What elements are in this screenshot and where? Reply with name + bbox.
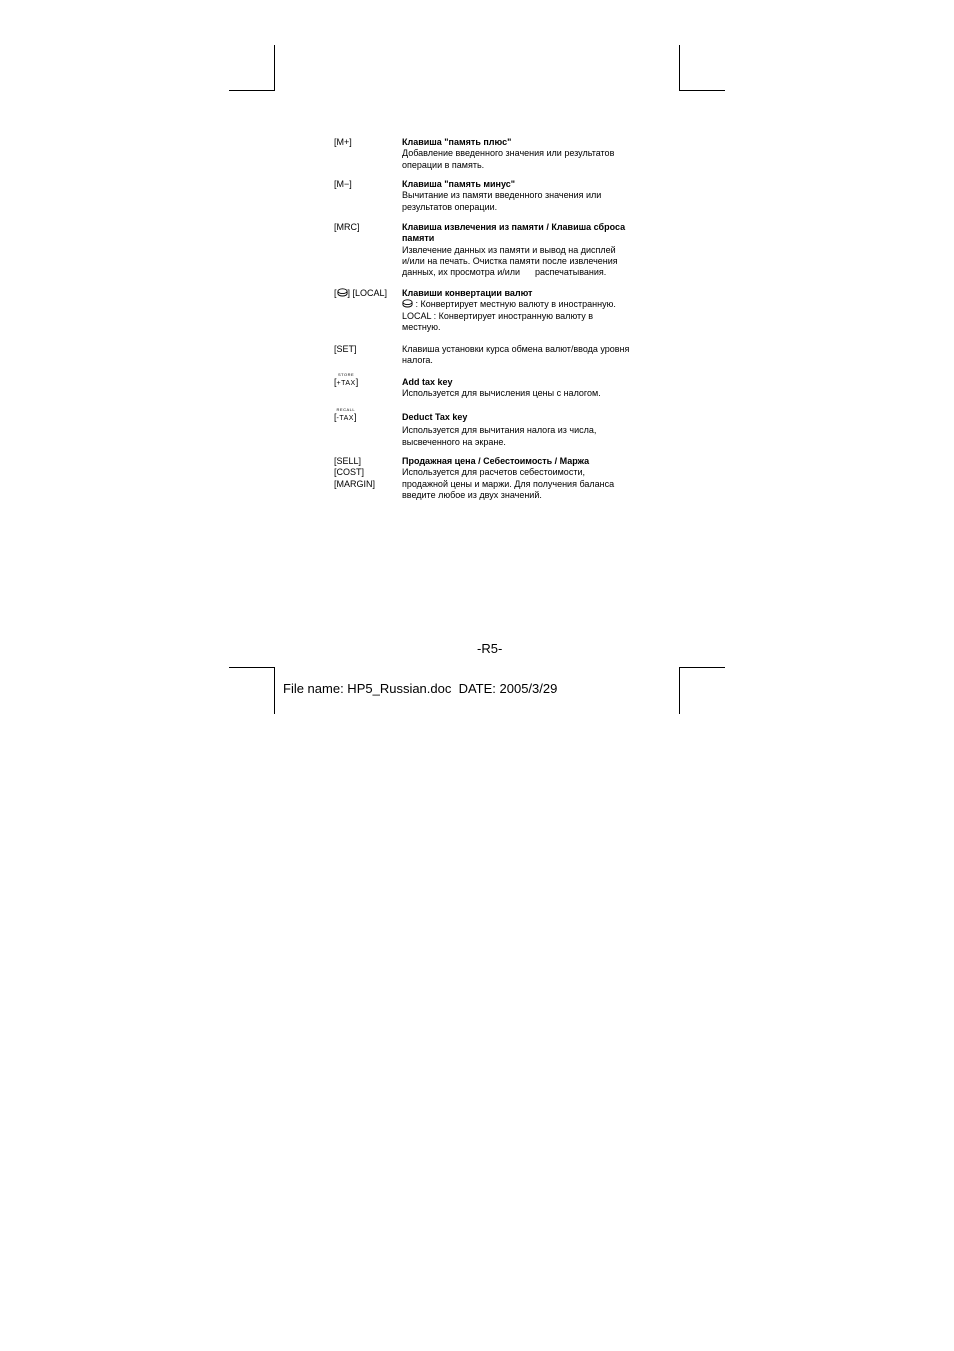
key-description [402,344,654,367]
description-text: : Конвертирует местную валюту в иностранную. [415,299,616,310]
key-name: [M−] [334,179,352,189]
key-name: [SELL] [334,456,362,466]
key-description [402,137,654,171]
key-name: [SET] [334,344,357,354]
key-name: [MRC] [334,222,360,232]
description-title: Клавиша "память плюс" [402,137,512,147]
key-description [402,456,654,501]
description-line: операции в память. [402,159,485,170]
coin-icon [337,288,348,297]
description-title: Клавиша извлечения из памяти / Клавиша сброса [402,222,626,232]
key-name: [ RECALL -TAX] [334,412,400,424]
key-main-label: -TAX [336,415,354,422]
description-line: продажной цены и маржи. Для получения баланса [402,478,615,489]
crop-mark-bottom-right-vertical [679,667,680,714]
description-line: и/или на печать. Очистка памяти после извлечения [402,255,618,266]
key-label [334,344,400,355]
stacked-key [336,372,356,389]
crop-mark-top-right-horizontal [679,90,725,91]
description-title: Продажная цена / Себестоимость / Маржа [402,456,590,466]
crop-mark-bottom-left-horizontal [229,667,275,668]
coin-icon [402,299,413,308]
key-name: [M+] [334,137,352,147]
crop-mark-bottom-left-vertical [274,667,275,714]
description-line: Извлечение данных из памяти и вывод на дисплей [402,244,616,255]
page-number: -R5- [477,641,503,656]
description-title: Add tax key [402,377,453,387]
key-label [334,456,400,490]
key-bracket: [ [334,288,337,298]
key-description [402,222,654,278]
crop-mark-top-left-horizontal [229,90,275,91]
description-line: высвеченного на экране. [402,436,506,447]
description-title: Deduct Tax key [402,412,468,422]
description-line: введите любое из двух значений. [402,489,542,500]
description-line: Вычитание из памяти введенного значения или [402,190,602,201]
description-line: Используется для вычисления цены с налогом. [402,388,601,399]
description-line: Используется для вычитания налога из числа, [402,425,597,436]
crop-mark-bottom-right-horizontal [679,667,725,668]
key-label [334,179,400,190]
description-line: данных, их просмотра и/или распечатывания. [402,267,607,278]
key-name-local: ] [LOCAL] [347,288,388,298]
key-top-label: RECALL [336,407,356,412]
description-line: местную. [402,321,441,332]
description-title: Клавиши конвертации валют [402,288,533,298]
key-description [402,377,654,400]
crop-mark-top-left-vertical [274,45,275,90]
description-line: LOCAL : Конвертирует иностранную валюту в [402,310,593,321]
description-title: памяти [402,233,435,244]
description-line: Используется для расчетов себестоимости, [402,467,585,478]
key-name [334,288,400,299]
description-line: результатов операции. [402,201,498,212]
file-footer: File name: HP5_Russian.doc DATE: 2005/3/29 [283,681,558,696]
key-name: [ STORE +TAX] [334,377,400,389]
description-title: Клавиша "память минус" [402,179,516,189]
key-main-label: +TAX [336,380,356,387]
description-line: налога. [402,355,433,366]
key-label [334,407,400,424]
key-label [334,372,400,389]
key-description [402,412,654,448]
description-line: Добавление введенного значения или результатов [402,148,615,159]
key-name: [COST] [334,467,365,478]
stacked-key [336,407,356,424]
description-line [402,299,654,310]
key-top-label: STORE [338,372,355,377]
description-line: Клавиша установки курса обмена валют/ввода уровня [402,344,630,354]
key-label [334,137,400,148]
key-name: [MARGIN] [334,478,376,489]
key-description [402,179,654,213]
key-description [402,288,654,333]
key-label [334,288,400,299]
key-label [334,222,400,233]
crop-mark-top-right-vertical [679,45,680,90]
